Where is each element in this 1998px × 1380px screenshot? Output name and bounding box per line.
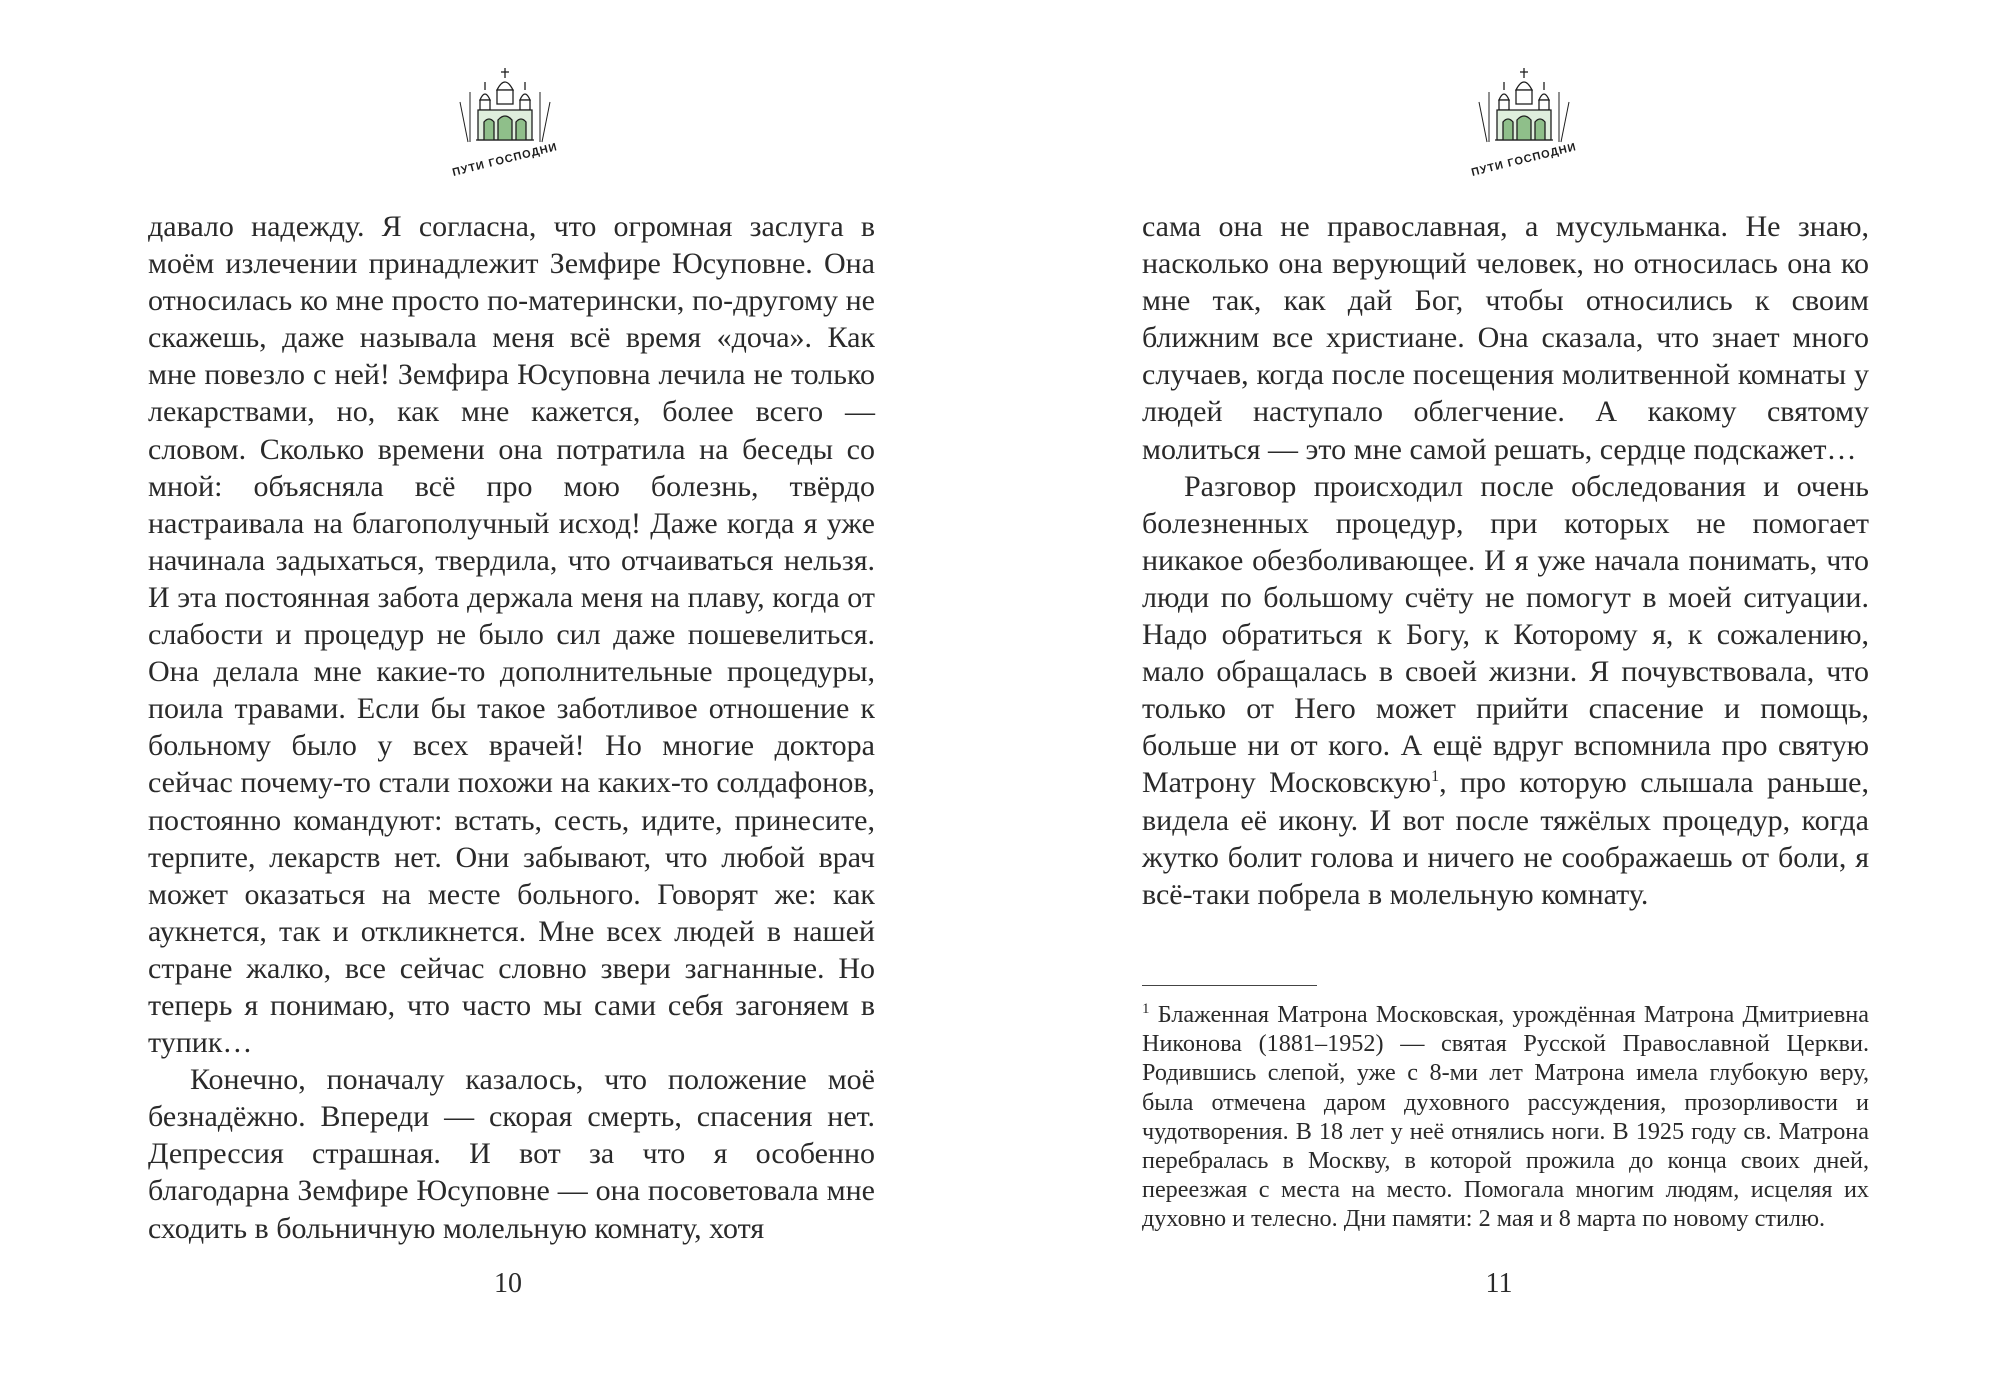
publisher-logo	[1459, 62, 1589, 182]
paragraph: давало надежду. Я согласна, что огромная заслуга в моём излечении принадлежит Земфире Юсуповне. Она относилась ко мне просто по-матерински, по-другому не скажешь, даже называла меня всё время «доча». Как мне повезло с ней! Земфира Юсуповна лечила не только лекарствами, но, как мне кажется, более всего — словом. Сколько времени она потратила на беседы со мной: объясняла всё про мою болезнь, твёрдо настраивала на благополучный исход! Даже когда я уже начинала задыхаться, твердила, что отчаиваться нельзя. И эта постоянная забота держала меня на плаву, когда от слабости и процедур не было сил даже пошевелиться. Она делала мне какие-то дополнительные процедуры, поила травами. Если бы такое заботливое отношение к больному было у всех врачей! Но многие доктора сейчас почему-то стали похожи на каких-то солдафонов, постоянно командуют: встать, сесть, идите, принесите, терпите, лекарств нет. Они забывают, что любой врач может оказаться на месте больного. Говорят же: как аукнется, так и откликнется. Мне всех людей в нашей стране жалко, все сейчас словно звери загнанные. Но теперь я понимаю, что часто мы сами себя загоняем в тупик…	[148, 210, 875, 1060]
paragraph-text: , про которую слышала раньше, видела её икону. И вот после тяжёлых процедур, когда жутко болит голова и ничего не соображаешь от боли, я всё-таки побрела в молельную комнату.	[1142, 766, 1869, 911]
footnote-divider	[1142, 985, 1317, 986]
right-page	[999, 0, 1998, 1380]
footnote	[1142, 1000, 1869, 1234]
left-page-text	[148, 208, 875, 1247]
paragraph: сама она не православная, а мусульманка. Не знаю, насколько она верующий человек, но относилась она ко мне так, как дай Бог, чтобы относились к своим ближним все христиане. Она сказала, что знает много случаев, когда после посещения молитвенной комнаты у людей наступало облегчение. А какому святому молиться — это мне самой решать, сердце подскажет…	[1142, 210, 1869, 466]
paragraph-text: Разговор происходил после обследования и очень болезненных процедур, при которых не помогает никакое обезболивающее. И я уже начала понимать, что люди по большому счёту не помогут в моей ситуации. Надо обратиться к Богу, к Которому я, к сожалению, мало обращалась в своей жизни. Я почувствовала, что только от Него может прийти спасение и помощь, больше ни от кого. А ещё вдруг вспомнила про святую Матрону Московскую	[1142, 469, 1869, 800]
paragraph: Конечно, поначалу казалось, что положение моё безнадёжно. Впереди — скорая смерть, спасения нет. Депрессия страшная. И вот за что я особенно благодарна Земфире Юсуповне — она посоветовала мне сходить в больничную молельную комнату, хотя	[148, 1063, 875, 1245]
logo-caption: ПУТИ ГОСПОДНИ	[1470, 141, 1578, 179]
paragraph	[1142, 468, 1869, 913]
page-number: 11	[1485, 1268, 1513, 1299]
right-page-text	[1142, 208, 1869, 913]
footnote-mark: 1	[1142, 1000, 1150, 1017]
footnote-text: Блаженная Матрона Московская, урождённая Матрона Дмитриевна Никонова (1881–1952) — святая Русской Православной Церкви. Родившись слепой, уже с 8-ми лет Матрона имела глубокую веру, была отмечена даром духовного рассуждения, прозорливости и чудотворения. В 18 лет у неё отнялись ноги. В 1925 году св. Матрона перебралась в Москву, в которой прожила до конца своих дней, переезжая с места на место. Помогала многим людям, исцеляя их духовно и телесно. Дни памяти: 2 мая и 8 марта по новому стилю.	[1142, 1001, 1869, 1233]
publisher-logo	[440, 62, 570, 182]
footnote-reference: 1	[1431, 768, 1440, 786]
logo-caption: ПУТИ ГОСПОДНИ	[451, 141, 559, 179]
page-number: 10	[494, 1268, 522, 1299]
